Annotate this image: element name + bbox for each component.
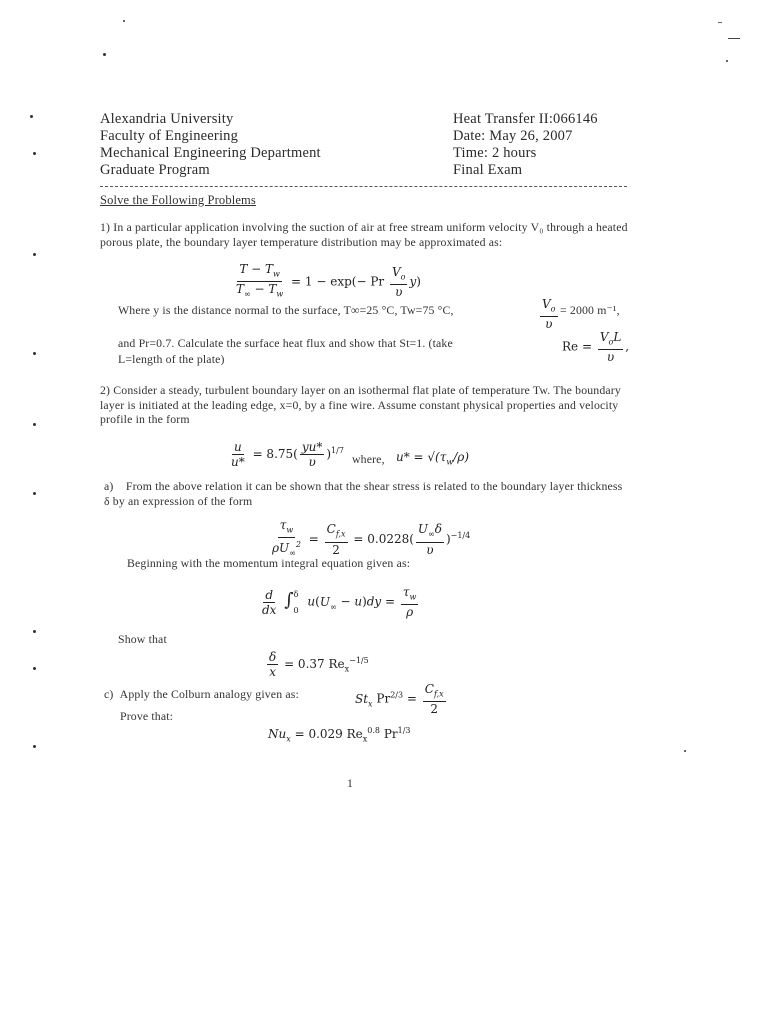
q1-value: = 2000 m⁻¹, (560, 303, 620, 317)
q2-shear-relation: $\frac{\tau_w}{\rho U_\infty^2}$ = $\frac{C_{f,x}}{2}$ = 0.0228( $\frac{U_\infty\delta}{\upsilon}$ )$^{-1/4}$ (272, 518, 471, 558)
q2-friction-velocity: $u* = √(\tau_w/\rho)$ (396, 450, 470, 467)
q2-part-c (104, 687, 299, 702)
q1-equation: $\frac{T - T_w}{T_\infty - T_w}$ = 1 − exp(− Pr $\frac{V_o}{\upsilon}$ y) (236, 262, 421, 300)
header-divider (100, 186, 627, 187)
scan-speck (30, 115, 33, 118)
university-name: Alexandria University (100, 111, 234, 127)
q2-label: 2) (100, 383, 111, 397)
q2-part-a (104, 479, 626, 508)
q1-reynolds: Re = $\frac{V_oL}{\upsilon}$ , (562, 330, 630, 365)
scan-mark (728, 38, 740, 39)
q2-coef: = 8.75 (252, 447, 294, 461)
q1-velocity-ratio: $\frac{V_o}{\upsilon}$ (542, 297, 556, 332)
scan-speck (103, 53, 106, 56)
scan-speck (33, 253, 36, 256)
department-name: Mechanical Engineering Department (100, 145, 321, 161)
q2-nu-rel: = 0.029 Re (294, 727, 363, 741)
q2-show-that: Show that (118, 632, 167, 646)
header-right (453, 111, 598, 179)
q2a-text: From the above relation it can be shown that the shear stress is related to the boundary layer thickness δ by an expression of the form (104, 479, 623, 508)
page-number: 1 (347, 776, 354, 790)
q2-prove-that: Prove that: (120, 709, 174, 723)
q2c-label: c) (104, 687, 114, 701)
faculty-name: Faculty of Engineering (100, 128, 239, 144)
scan-speck (33, 152, 36, 155)
q2-beginning: Beginning with the momentum integral equation given as: (127, 556, 411, 570)
q2-where: where, (352, 452, 385, 466)
q1-calc: and Pr=0.7. Calculate the surface heat flux and show that St=1. (take (118, 336, 453, 350)
scan-speck (33, 667, 36, 670)
q1-text: In a particular application involving the suction of air at free stream uniform velocity V₀ through a heated porous plate, the boundary layer temperature distribution may be approximated as: (100, 220, 628, 249)
question-1 (100, 220, 628, 249)
q2-nusselt-relation: $Nu_x = 0.029$ $Re_x^{0.8}$ $Pr^{1/3}$ (268, 726, 411, 744)
course-code: Heat Transfer II:066146 (453, 111, 598, 127)
section-title: Solve the Following Problems (100, 193, 256, 207)
q1-label: 1) (100, 220, 111, 234)
exam-time: Time: 2 hours (453, 145, 537, 161)
q2a-label: a) (104, 479, 114, 493)
header-left (100, 111, 321, 179)
scan-speck (33, 492, 36, 495)
q2c-text: Apply the Colburn analogy given as: (119, 687, 299, 701)
q2-delta-rel: = 0.37 Re (284, 657, 345, 671)
scan-speck (33, 745, 36, 748)
q2-momentum-integral: $\frac{d}{dx}$ ∫$^\delta_0$ $u(U_\infty - u)dy$ = $\frac{\tau_w}{\rho}$ (262, 585, 417, 620)
q2-colburn-analogy: $St_x$ $Pr^{2/3}$ = $\frac{C_{f,x}}{2}$ (355, 682, 444, 717)
scan-speck (33, 630, 36, 633)
question-2 (100, 383, 628, 427)
scan-speck (33, 352, 36, 355)
scan-speck (33, 423, 36, 426)
scan-mark (718, 22, 722, 23)
q2-thickness-relation: $\frac{\delta}{x}$ = 0.37 $Re_x^{-1/5}$ (269, 650, 369, 679)
exam-type: Final Exam (453, 162, 523, 178)
scan-speck (123, 20, 125, 22)
exam-date: Date: May 26, 2007 (453, 128, 573, 144)
q1-where: Where y is the distance normal to the surface, T∞=25 °C, Tw=75 °C, (118, 303, 454, 317)
scan-speck (726, 60, 728, 62)
program-name: Graduate Program (100, 162, 210, 178)
q2-text: Consider a steady, turbulent boundary layer on an isothermal flat plate of temperature Tw. The boundary layer is initiated at the leading edge, x=0, by a fine wire. Assume constant physical properties and velocity profile in the form (100, 383, 621, 426)
q1-length: L=length of the plate) (118, 352, 225, 366)
scan-speck (684, 750, 686, 752)
q2-velocity-profile: $\frac{u}{u*}$ = 8.75( $\frac{yu*}{\upsilon}$ )$^{1/7}$ (231, 440, 344, 469)
q2-coef2: = 0.0228 (353, 531, 410, 546)
